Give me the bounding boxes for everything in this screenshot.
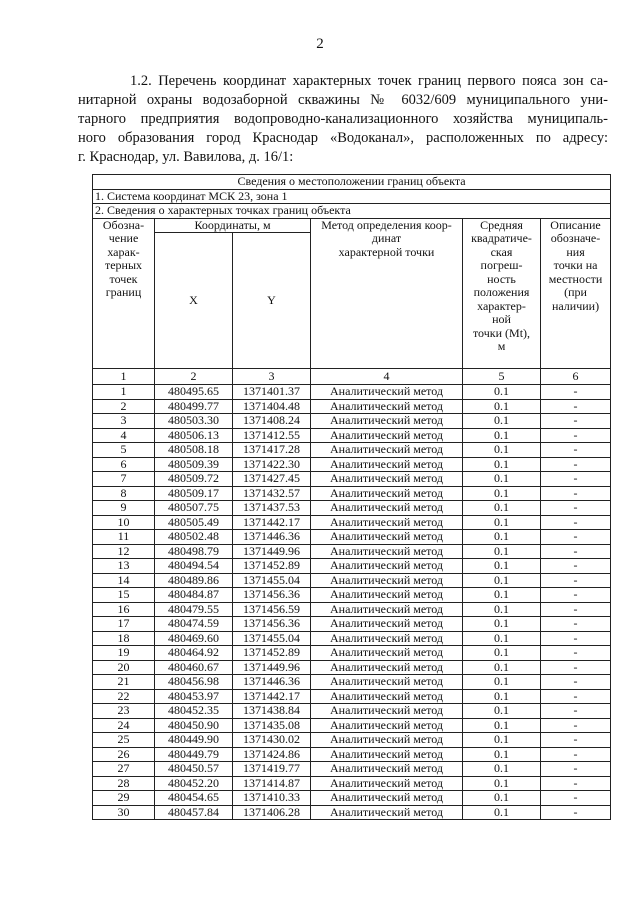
table-row — [93, 428, 611, 443]
method: Аналитический метод — [311, 704, 463, 719]
description: - — [541, 733, 611, 748]
coord-y: 1371417.28 — [233, 443, 311, 458]
coord-y: 1371456.36 — [233, 617, 311, 632]
coord-y: 1371422.30 — [233, 457, 311, 472]
description: - — [541, 501, 611, 516]
table-row — [93, 399, 611, 414]
point-number: 20 — [93, 660, 155, 675]
coord-y: 1371404.48 — [233, 399, 311, 414]
coord-y: 1371446.36 — [233, 675, 311, 690]
coord-x: 480450.57 — [155, 762, 233, 777]
table-row — [93, 733, 611, 748]
point-number: 3 — [93, 414, 155, 429]
coord-y: 1371435.08 — [233, 718, 311, 733]
table-row — [93, 530, 611, 545]
coord-x: 480453.97 — [155, 689, 233, 704]
table-row — [93, 588, 611, 603]
point-number: 7 — [93, 472, 155, 487]
description: - — [541, 428, 611, 443]
description: - — [541, 515, 611, 530]
table-row — [93, 704, 611, 719]
point-number: 6 — [93, 457, 155, 472]
coord-x: 480479.55 — [155, 602, 233, 617]
point-number: 16 — [93, 602, 155, 617]
coord-x: 480464.92 — [155, 646, 233, 661]
header-y: Y — [233, 233, 311, 369]
coord-y: 1371427.45 — [233, 472, 311, 487]
coord-x: 480506.13 — [155, 428, 233, 443]
description: - — [541, 791, 611, 806]
method: Аналитический метод — [311, 515, 463, 530]
coord-y: 1371455.04 — [233, 573, 311, 588]
error-value: 0.1 — [463, 602, 541, 617]
column-number: 5 — [463, 369, 541, 385]
error-value: 0.1 — [463, 385, 541, 400]
error-value: 0.1 — [463, 704, 541, 719]
method: Аналитический метод — [311, 602, 463, 617]
coord-x: 480503.30 — [155, 414, 233, 429]
coord-y: 1371456.59 — [233, 602, 311, 617]
method: Аналитический метод — [311, 747, 463, 762]
description: - — [541, 646, 611, 661]
error-value: 0.1 — [463, 472, 541, 487]
error-value: 0.1 — [463, 428, 541, 443]
point-number: 18 — [93, 631, 155, 646]
method: Аналитический метод — [311, 501, 463, 516]
description: - — [541, 762, 611, 777]
point-number: 9 — [93, 501, 155, 516]
method: Аналитический метод — [311, 689, 463, 704]
intro-line: г. Краснодар, ул. Вавилова, д. 16/1: — [78, 149, 294, 165]
method: Аналитический метод — [311, 443, 463, 458]
error-value: 0.1 — [463, 805, 541, 820]
point-number: 26 — [93, 747, 155, 762]
table-row — [93, 646, 611, 661]
table-row — [93, 472, 611, 487]
coord-x: 480457.84 — [155, 805, 233, 820]
table-row — [93, 747, 611, 762]
coord-y: 1371442.17 — [233, 515, 311, 530]
coord-x: 480499.77 — [155, 399, 233, 414]
error-value: 0.1 — [463, 747, 541, 762]
header-point: Обозна- чение харак- терных точек границ — [93, 218, 155, 369]
header-coordinates: Координаты, м — [155, 218, 311, 233]
coord-x: 480456.98 — [155, 675, 233, 690]
coord-x: 480495.65 — [155, 385, 233, 400]
coord-y: 1371438.84 — [233, 704, 311, 719]
error-value: 0.1 — [463, 689, 541, 704]
error-value: 0.1 — [463, 718, 541, 733]
header-method: Метод определения коор- динат характерной точки — [311, 218, 463, 369]
point-number: 22 — [93, 689, 155, 704]
table-row — [93, 414, 611, 429]
coord-x: 480454.65 — [155, 791, 233, 806]
table-row — [93, 486, 611, 501]
point-number: 4 — [93, 428, 155, 443]
method: Аналитический метод — [311, 718, 463, 733]
table-row — [93, 675, 611, 690]
error-value: 0.1 — [463, 791, 541, 806]
coord-y: 1371452.89 — [233, 559, 311, 574]
point-number: 10 — [93, 515, 155, 530]
description: - — [541, 573, 611, 588]
error-value: 0.1 — [463, 559, 541, 574]
method: Аналитический метод — [311, 457, 463, 472]
coord-x: 480484.87 — [155, 588, 233, 603]
method: Аналитический метод — [311, 544, 463, 559]
intro-line: нитарной охраны водозаборной скважины № 6032/609 муниципального уни- — [78, 92, 608, 108]
coord-x: 480452.20 — [155, 776, 233, 791]
table-row — [93, 617, 611, 632]
description: - — [541, 472, 611, 487]
table-row — [93, 805, 611, 820]
description: - — [541, 747, 611, 762]
coord-y: 1371406.28 — [233, 805, 311, 820]
method: Аналитический метод — [311, 530, 463, 545]
error-value: 0.1 — [463, 776, 541, 791]
table-row — [93, 762, 611, 777]
method: Аналитический метод — [311, 559, 463, 574]
description: - — [541, 544, 611, 559]
coord-x: 480509.17 — [155, 486, 233, 501]
coord-y: 1371430.02 — [233, 733, 311, 748]
coord-y: 1371408.24 — [233, 414, 311, 429]
table-row — [93, 573, 611, 588]
point-number: 28 — [93, 776, 155, 791]
error-value: 0.1 — [463, 457, 541, 472]
point-number: 21 — [93, 675, 155, 690]
header-error: Средняя квадратиче- ская погреш- ность положения характер- ной точки (Mt), м — [463, 218, 541, 369]
error-value: 0.1 — [463, 617, 541, 632]
error-value: 0.1 — [463, 660, 541, 675]
error-value: 0.1 — [463, 544, 541, 559]
point-number: 8 — [93, 486, 155, 501]
description: - — [541, 602, 611, 617]
coord-y: 1371449.96 — [233, 544, 311, 559]
method: Аналитический метод — [311, 631, 463, 646]
column-number: 3 — [233, 369, 311, 385]
method: Аналитический метод — [311, 428, 463, 443]
table-row — [93, 457, 611, 472]
coord-y: 1371452.89 — [233, 646, 311, 661]
point-number: 19 — [93, 646, 155, 661]
description: - — [541, 530, 611, 545]
point-number: 13 — [93, 559, 155, 574]
point-number: 27 — [93, 762, 155, 777]
point-number: 30 — [93, 805, 155, 820]
coord-y: 1371446.36 — [233, 530, 311, 545]
column-number: 4 — [311, 369, 463, 385]
table-row — [93, 385, 611, 400]
error-value: 0.1 — [463, 675, 541, 690]
header-x: X — [155, 233, 233, 369]
method: Аналитический метод — [311, 791, 463, 806]
coord-y: 1371455.04 — [233, 631, 311, 646]
coord-y: 1371419.77 — [233, 762, 311, 777]
table-row — [93, 689, 611, 704]
method: Аналитический метод — [311, 805, 463, 820]
description: - — [541, 443, 611, 458]
coord-x: 480509.72 — [155, 472, 233, 487]
description: - — [541, 776, 611, 791]
point-number: 23 — [93, 704, 155, 719]
table-row — [93, 660, 611, 675]
error-value: 0.1 — [463, 515, 541, 530]
point-number: 17 — [93, 617, 155, 632]
coord-x: 480502.48 — [155, 530, 233, 545]
section-heading: 2. Сведения о характерных точках границ объекта — [93, 204, 611, 219]
column-number: 2 — [155, 369, 233, 385]
method: Аналитический метод — [311, 588, 463, 603]
description: - — [541, 718, 611, 733]
method: Аналитический метод — [311, 762, 463, 777]
method: Аналитический метод — [311, 414, 463, 429]
description: - — [541, 689, 611, 704]
intro-paragraph — [78, 72, 608, 167]
error-value: 0.1 — [463, 443, 541, 458]
column-number: 1 — [93, 369, 155, 385]
method: Аналитический метод — [311, 733, 463, 748]
coord-x: 480452.35 — [155, 704, 233, 719]
error-value: 0.1 — [463, 631, 541, 646]
point-number: 25 — [93, 733, 155, 748]
intro-line: 1.2. Перечень координат характерных точек границ первого пояса зон са- — [130, 73, 608, 89]
coord-y: 1371432.57 — [233, 486, 311, 501]
error-value: 0.1 — [463, 646, 541, 661]
table-row — [93, 631, 611, 646]
table-row — [93, 544, 611, 559]
error-value: 0.1 — [463, 399, 541, 414]
description: - — [541, 559, 611, 574]
point-number: 11 — [93, 530, 155, 545]
table-row — [93, 559, 611, 574]
coord-x: 480509.39 — [155, 457, 233, 472]
page-number: 2 — [316, 36, 324, 52]
point-number: 1 — [93, 385, 155, 400]
description: - — [541, 660, 611, 675]
point-number: 24 — [93, 718, 155, 733]
method: Аналитический метод — [311, 776, 463, 791]
coord-x: 480489.86 — [155, 573, 233, 588]
coord-x: 480508.18 — [155, 443, 233, 458]
description: - — [541, 385, 611, 400]
description: - — [541, 457, 611, 472]
point-number: 2 — [93, 399, 155, 414]
method: Аналитический метод — [311, 399, 463, 414]
description: - — [541, 805, 611, 820]
coordinate-system: 1. Система координат МСК 23, зона 1 — [93, 189, 611, 204]
error-value: 0.1 — [463, 501, 541, 516]
error-value: 0.1 — [463, 588, 541, 603]
coord-x: 480507.75 — [155, 501, 233, 516]
coord-x: 480460.67 — [155, 660, 233, 675]
coordinates-table — [92, 174, 611, 820]
coord-x: 480449.90 — [155, 733, 233, 748]
method: Аналитический метод — [311, 385, 463, 400]
description: - — [541, 617, 611, 632]
table-row — [93, 791, 611, 806]
coord-y: 1371456.36 — [233, 588, 311, 603]
coord-x: 480505.49 — [155, 515, 233, 530]
table-row — [93, 501, 611, 516]
coord-y: 1371449.96 — [233, 660, 311, 675]
point-number: 12 — [93, 544, 155, 559]
error-value: 0.1 — [463, 762, 541, 777]
description: - — [541, 486, 611, 501]
table-row — [93, 776, 611, 791]
coord-y: 1371424.86 — [233, 747, 311, 762]
description: - — [541, 399, 611, 414]
description: - — [541, 675, 611, 690]
point-number: 14 — [93, 573, 155, 588]
description: - — [541, 704, 611, 719]
method: Аналитический метод — [311, 646, 463, 661]
method: Аналитический метод — [311, 472, 463, 487]
description: - — [541, 588, 611, 603]
table-row — [93, 443, 611, 458]
intro-line: ного образования город Краснодар «Водоканал», расположенных по адресу: — [78, 130, 608, 146]
coord-y: 1371414.87 — [233, 776, 311, 791]
method: Аналитический метод — [311, 486, 463, 501]
coord-y: 1371442.17 — [233, 689, 311, 704]
coord-x: 480450.90 — [155, 718, 233, 733]
coord-x: 480498.79 — [155, 544, 233, 559]
table-row — [93, 602, 611, 617]
coord-x: 480449.79 — [155, 747, 233, 762]
method: Аналитический метод — [311, 660, 463, 675]
coord-y: 1371412.55 — [233, 428, 311, 443]
method: Аналитический метод — [311, 675, 463, 690]
description: - — [541, 414, 611, 429]
header-description: Описание обозначе- ния точки на местности (при наличии) — [541, 218, 611, 369]
point-number: 29 — [93, 791, 155, 806]
coord-x: 480474.59 — [155, 617, 233, 632]
coord-y: 1371410.33 — [233, 791, 311, 806]
coord-y: 1371437.53 — [233, 501, 311, 516]
error-value: 0.1 — [463, 733, 541, 748]
coord-y: 1371401.37 — [233, 385, 311, 400]
point-number: 5 — [93, 443, 155, 458]
table-title: Сведения о местоположении границ объекта — [93, 175, 611, 190]
table-row — [93, 515, 611, 530]
intro-line: тарного предприятия водопроводно-канализационного хозяйства муниципаль- — [78, 111, 608, 127]
column-number: 6 — [541, 369, 611, 385]
error-value: 0.1 — [463, 530, 541, 545]
description: - — [541, 631, 611, 646]
method: Аналитический метод — [311, 573, 463, 588]
method: Аналитический метод — [311, 617, 463, 632]
error-value: 0.1 — [463, 486, 541, 501]
coord-x: 480469.60 — [155, 631, 233, 646]
point-number: 15 — [93, 588, 155, 603]
error-value: 0.1 — [463, 414, 541, 429]
table-row — [93, 718, 611, 733]
error-value: 0.1 — [463, 573, 541, 588]
coord-x: 480494.54 — [155, 559, 233, 574]
